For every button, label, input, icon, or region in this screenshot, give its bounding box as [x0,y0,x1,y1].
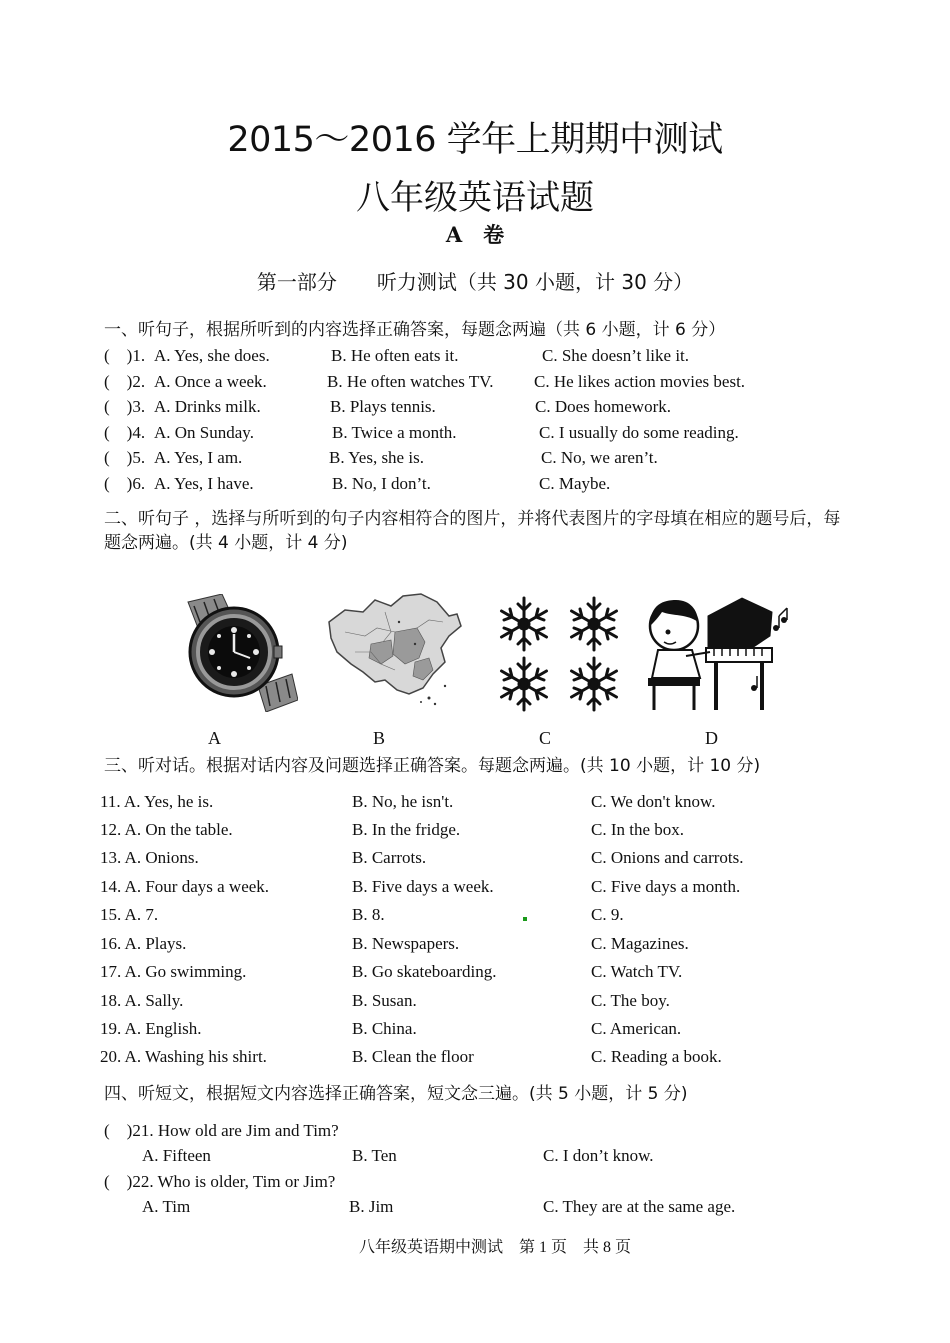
question-text: ( )22. Who is older, Tim or Jim? [104,1172,336,1191]
exam-subtitle: 八年级英语试题 [356,178,594,218]
question-number: ( )1. [104,346,146,365]
page-footer: 八年级英语期中测试 第 1 页 共 8 页 [358,1239,631,1256]
green-dot [523,917,527,921]
option-a: A. Yes, I have. [154,474,254,493]
option-a: 12. A. On the table. [100,820,233,839]
option-a: A. Fifteen [142,1146,211,1165]
option-c: C. They are at the same age. [543,1197,736,1216]
option-c: C. I don’t know. [543,1146,654,1165]
option-c: C. Five days a month. [591,877,741,896]
option-a: 15. A. 7. [100,905,159,924]
question-text: ( )21. How old are Jim and Tim? [104,1121,339,1140]
option-a: 18. A. Sally. [100,991,184,1010]
picture-label-c: C [539,728,552,748]
question-number: ( )3. [104,397,146,416]
part-heading: 第一部分 听力测试（共 30 小题，计 30 分） [256,270,694,294]
section3-heading: 三、听对话。根据对话内容及问题选择正确答案。每题念两遍。(共 10 小题，计 10 分) [104,756,761,776]
option-c: C. Watch TV. [591,962,683,981]
snowflakes-icon [490,594,630,714]
china-map-icon [325,592,465,712]
option-b: B. He often watches TV. [327,372,494,391]
section1-heading: 一、听句子，根据所听到的内容选择正确答案，每题念两遍（共 6 小题，计 6 分） [104,320,726,340]
option-b: B. He often eats it. [331,346,459,365]
option-a: A. Yes, I am. [154,448,243,467]
option-a: A. Yes, she does. [154,346,270,365]
question-number: ( )6. [104,474,146,493]
option-c: C. We don't know. [591,792,716,811]
option-a: A. Drinks milk. [154,397,261,416]
option-b: B. Yes, she is. [329,448,424,467]
option-c: C. No, we aren’t. [541,448,658,467]
picture-label-d: D [705,728,718,748]
option-b: B. Five days a week. [352,877,494,896]
option-a: A. On Sunday. [154,423,254,442]
option-c: C. Does homework. [535,397,671,416]
option-b: B. China. [352,1019,417,1038]
piano-player-icon [642,592,790,714]
option-a: 11. A. Yes, he is. [100,792,214,811]
option-c: C. Onions and carrots. [591,848,744,867]
picture-label-b: B [373,728,386,748]
option-a: A. Tim [142,1197,191,1216]
option-a: 14. A. Four days a week. [100,877,270,896]
option-a: 20. A. Washing his shirt. [100,1047,267,1066]
option-c: C. In the box. [591,820,685,839]
question-number: ( )4. [104,423,146,442]
option-c: C. Reading a book. [591,1047,722,1066]
option-b: B. Jim [349,1197,394,1216]
option-c: C. He likes action movies best. [534,372,746,391]
option-b: B. Newspapers. [352,934,460,953]
option-a: 19. A. English. [100,1019,202,1038]
option-b: B. Ten [352,1146,397,1165]
option-a: 17. A. Go swimming. [100,962,247,981]
option-c: C. American. [591,1019,682,1038]
option-b: B. Plays tennis. [330,397,436,416]
option-c: C. She doesn’t like it. [542,346,690,365]
option-c: C. I usually do some reading. [539,423,739,442]
exam-title: 2015～2016 学年上期期中测试 [227,120,723,160]
option-c: C. The boy. [591,991,670,1010]
question-number: ( )5. [104,448,146,467]
option-a: 16. A. Plays. [100,934,187,953]
picture-label-a: A [208,728,221,748]
option-b: B. No, I don’t. [332,474,431,493]
option-b: B. Clean the floor [352,1047,474,1066]
volume-label: A 卷 [445,222,505,247]
option-b: B. In the fridge. [352,820,461,839]
option-b: B. Carrots. [352,848,427,867]
option-b: B. Twice a month. [332,423,457,442]
wristwatch-icon [170,594,298,712]
question-number: ( )2. [104,372,146,391]
option-a: A. Once a week. [154,372,267,391]
option-b: B. No, he isn't. [352,792,454,811]
option-b: B. Susan. [352,991,417,1010]
section4-heading: 四、听短文，根据短文内容选择正确答案，短文念三遍。(共 5 小题，计 5 分) [104,1084,688,1104]
option-b: B. 8. [352,905,385,924]
option-b: B. Go skateboarding. [352,962,497,981]
option-c: C. Maybe. [539,474,611,493]
option-a: 13. A. Onions. [100,848,199,867]
section2-heading: 二、听句子 ，选择与所听到的句子内容相符合的图片，并将代表图片的字母填在相应的题号后，每题念两遍。(共 4 小题，计 4 分) [104,509,841,553]
option-c: C. Magazines. [591,934,689,953]
option-c: C. 9. [591,905,624,924]
